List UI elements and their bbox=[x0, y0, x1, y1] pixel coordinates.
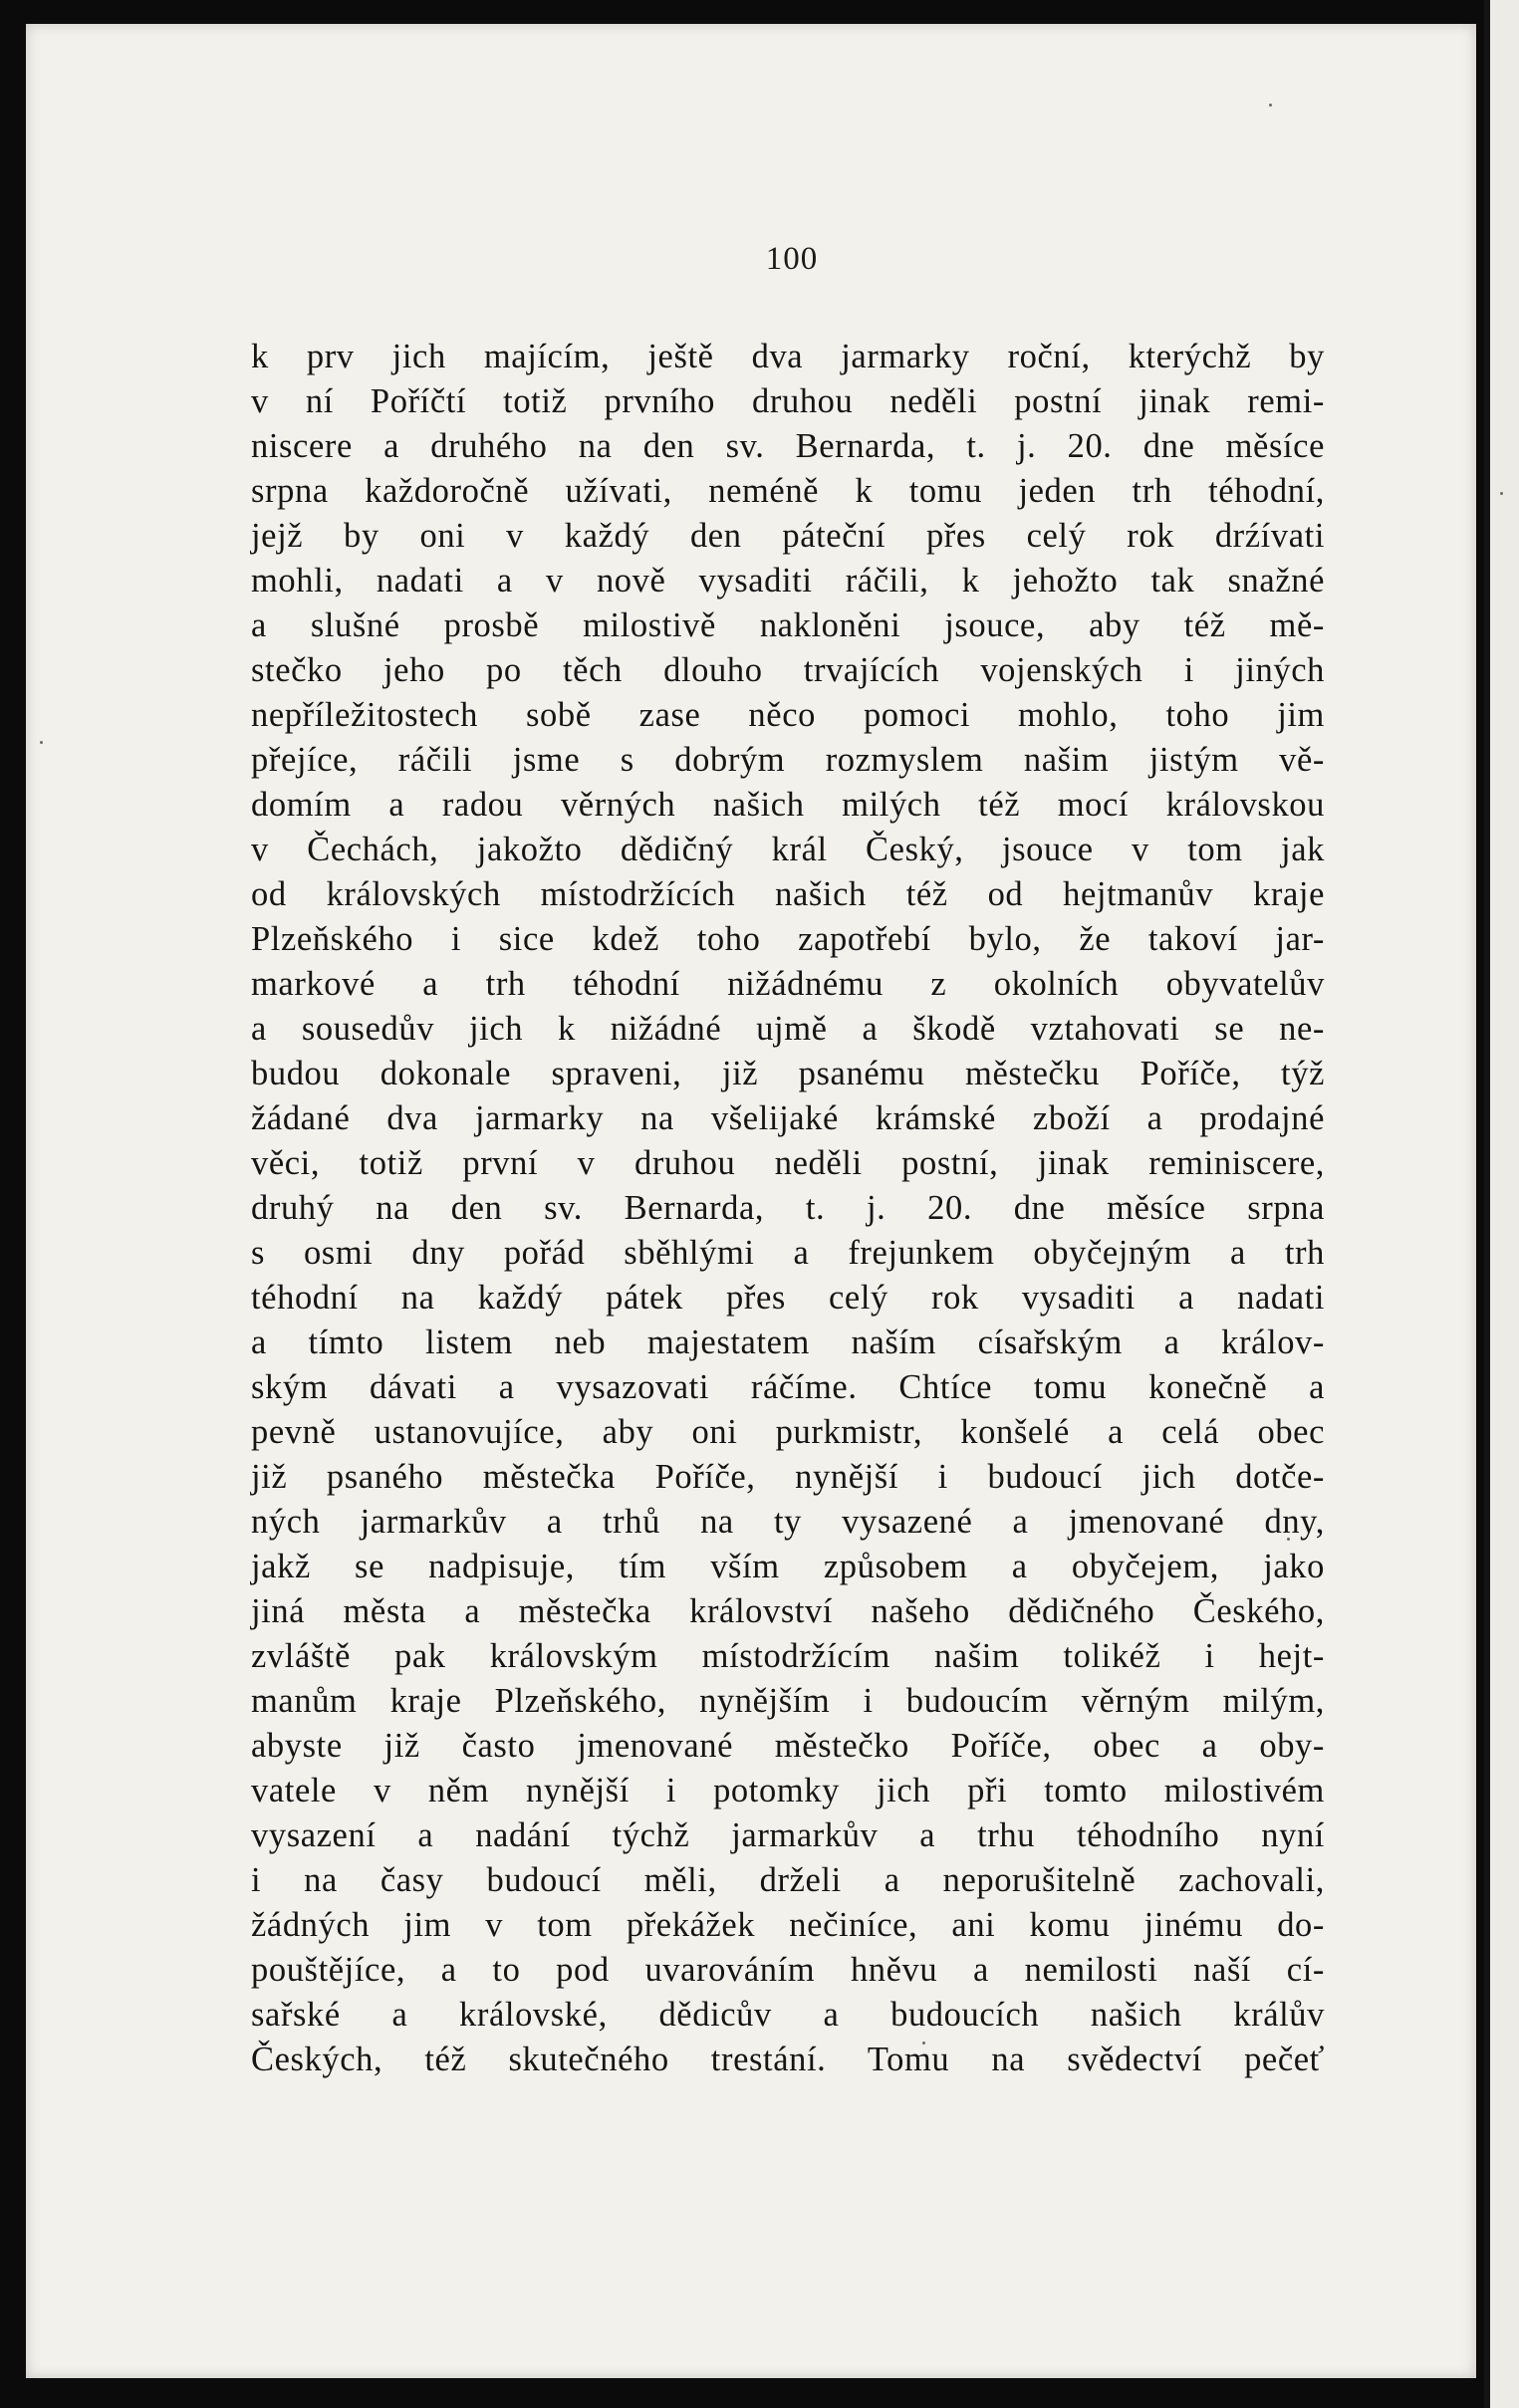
text-line: budou dokonale spraveni, již psanému městečku Poříče, týž bbox=[251, 1055, 1325, 1092]
scan-speck bbox=[1269, 104, 1272, 107]
text-line: pevně ustanovujíce, aby oni purkmistr, konšelé a celá obec bbox=[251, 1413, 1325, 1451]
text-line: Plzeňského i sice kdež toho zapotřebí bylo, že takoví jar- bbox=[251, 920, 1325, 958]
text-line: s osmi dny pořád sběhlými a frejunkem obyčejným a trh bbox=[251, 1234, 1325, 1272]
text-line: k prv jich majícím, ještě dva jarmarky roční, kterýchž by bbox=[251, 338, 1325, 375]
scan-speck bbox=[40, 741, 43, 744]
text-line: Českých, též skutečného trestání. Tomu na svědectví pečeť bbox=[251, 2041, 1325, 2078]
text-line: jejž by oni v každý den páteční přes celý rok drźívati bbox=[251, 517, 1325, 555]
text-line: ných jarmarkův a trhů na ty vysazené a jmenované dny, bbox=[251, 1503, 1325, 1541]
text-line: vatele v něm nynější i potomky jich při tomto milostivém bbox=[251, 1772, 1325, 1809]
text-line: abyste již často jmenované městečko Poříče, obec a oby- bbox=[251, 1727, 1325, 1765]
text-line: zvláště pak královským místodržícím našim tolikéž i hejt- bbox=[251, 1637, 1325, 1675]
text-line: pouštějíce, a to pod uvarováním hněvu a nemilosti naší cí- bbox=[251, 1951, 1325, 1989]
text-line: a tímto listem neb majestatem naším císařským a králov- bbox=[251, 1324, 1325, 1361]
text-line: přejíce, ráčili jsme s dobrým rozmyslem našim jistým vě- bbox=[251, 741, 1325, 779]
text-line: domím a radou věrných našich milých též mocí královskou bbox=[251, 786, 1325, 824]
text-line: žádané dva jarmarky na všelijaké krámské zboží a prodajné bbox=[251, 1099, 1325, 1137]
text-line: jiná města a městečka království našeho dědičného Českého, bbox=[251, 1592, 1325, 1630]
text-line: ským dávati a vysazovati ráčíme. Chtíce tomu konečně a bbox=[251, 1368, 1325, 1406]
text-line: druhý na den sv. Bernarda, t. j. 20. dne měsíce srpna bbox=[251, 1189, 1325, 1227]
text-line: srpna každoročně užívati, neméně k tomu jeden trh téhodní, bbox=[251, 472, 1325, 510]
text-line: a slušné prosbě milostivě nakloněni jsouce, aby též mě- bbox=[251, 606, 1325, 644]
text-line: již psaného městečka Poříče, nynější i budoucí jich dotče- bbox=[251, 1458, 1325, 1496]
text-line: v ní Poříčtí totiž prvního druhou neděli postní jinak remi- bbox=[251, 382, 1325, 420]
text-line: mohli, nadati a v nově vysaditi ráčili, k jehožto tak snažné bbox=[251, 562, 1325, 600]
text-line: věci, totiž první v druhou neděli postní, jinak reminiscere, bbox=[251, 1144, 1325, 1182]
text-line: téhodní na každý pátek přes celý rok vysaditi a nadati bbox=[251, 1279, 1325, 1317]
text-line: žádných jim v tom překážek nečiníce, ani komu jinému do- bbox=[251, 1906, 1325, 1944]
text-line: stečko jeho po těch dlouho trvajících vojenských i jiných bbox=[251, 651, 1325, 689]
text-line: od královských místodržících našich též od hejtmanův kraje bbox=[251, 875, 1325, 913]
text-line: nepříležitostech sobě zase něco pomoci mohlo, toho jim bbox=[251, 696, 1325, 734]
body-text bbox=[251, 335, 1325, 2082]
page-number: 100 bbox=[765, 241, 819, 277]
text-line: v Čechách, jakožto dědičný král Český, jsouce v tom jak bbox=[251, 831, 1325, 868]
scan-speck bbox=[1500, 492, 1503, 495]
text-line: niscere a druhého na den sv. Bernarda, t. j. 20. dne měsíce bbox=[251, 427, 1325, 465]
text-line: a sousedův jich k nižádné ujmě a škodě vztahovati se ne- bbox=[251, 1010, 1325, 1048]
text-line: manům kraje Plzeňského, nynějším i budoucím věrným milým, bbox=[251, 1682, 1325, 1720]
text-line: sařské a královské, dědicův a budoucích našich králův bbox=[251, 1996, 1325, 2034]
text-line: markové a trh téhodní nižádnému z okolních obyvatelův bbox=[251, 965, 1325, 1003]
text-line: jakž se nadpisuje, tím vším způsobem a obyčejem, jako bbox=[251, 1548, 1325, 1585]
text-line: i na časy budoucí měli, drželi a neporušitelně zachovali, bbox=[251, 1861, 1325, 1899]
text-line: vysazení a nadání týchž jarmarkův a trhu téhodního nyní bbox=[251, 1816, 1325, 1854]
adjacent-page-edge bbox=[1490, 0, 1519, 2408]
